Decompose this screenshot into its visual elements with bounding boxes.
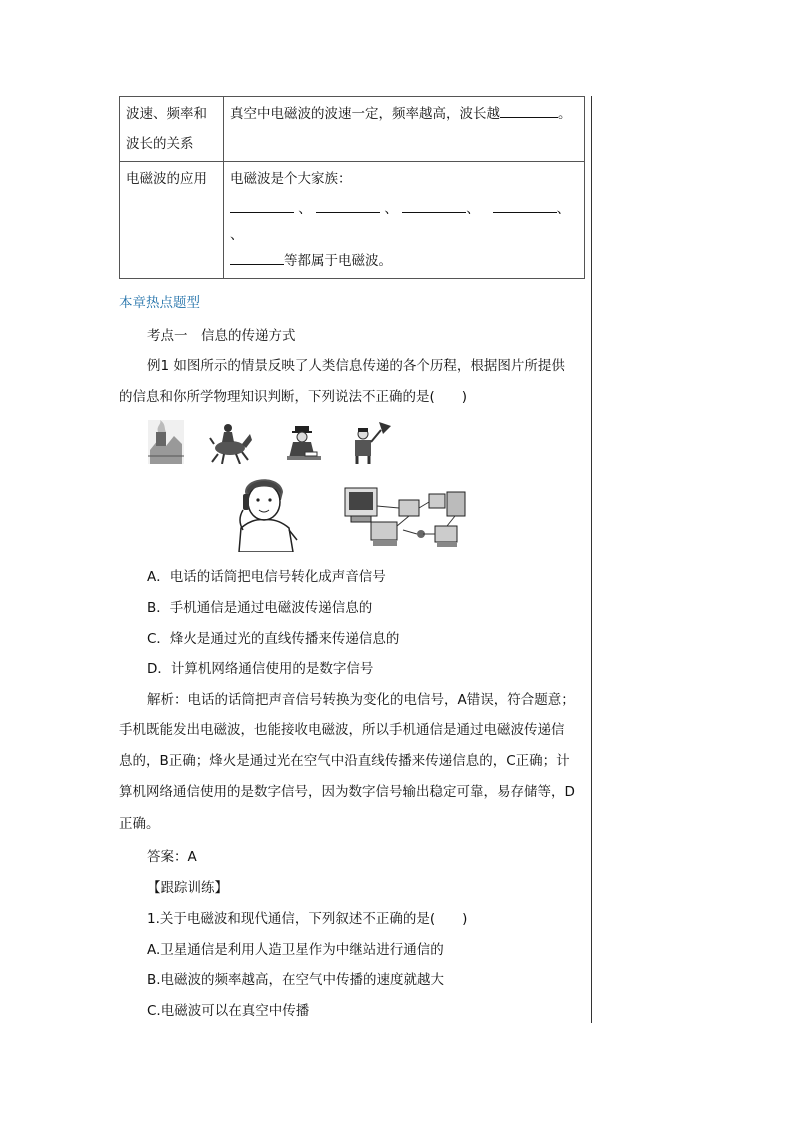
computer-network-icon	[343, 486, 471, 552]
row-text: 真空中电磁波的波速一定，频率越高，波长越	[230, 106, 500, 122]
row-label-application	[120, 162, 224, 279]
separator: 、	[556, 201, 571, 217]
answer-blank	[500, 101, 558, 118]
phone-boy-icon	[231, 474, 299, 552]
option-b: B．手机通信是通过电磁波传递信息的	[147, 600, 373, 616]
row-tail: 等都属于电磁波。	[284, 253, 392, 269]
option-d: D．计算机网络通信使用的是数字信号	[147, 661, 374, 677]
answer-blank	[316, 196, 380, 213]
table-row	[120, 162, 585, 279]
practice-option-a: A.卫星通信是利用人造卫星作为中继站进行通信的	[147, 942, 444, 958]
row-label-line: 波长的关系	[126, 136, 194, 152]
page-margin-line	[591, 96, 592, 1023]
analysis-line: 手机既能发出电磁波，也能接收电磁波，所以手机通信是通过电磁波传递信	[119, 722, 565, 738]
blank-row	[230, 194, 578, 224]
row-label-wave-relation	[120, 97, 224, 162]
example-stem: 例1 如图所示的情景反映了人类信息传递的各个历程，根据图片所提供	[147, 358, 565, 374]
row-label-line: 电磁波的应用	[126, 171, 207, 187]
analysis-line: 息的，B正确；烽火是通过光在空气中沿直线传播来传递信息的，C正确；计	[119, 753, 570, 769]
summary-table	[119, 96, 585, 279]
separator: 、	[384, 201, 398, 217]
table-row	[120, 97, 585, 162]
section-heading: 本章热点题型	[119, 295, 200, 311]
answer-blank	[230, 196, 294, 213]
practice-question: 1.关于电磁波和现代通信，下列叙述不正确的是( )	[147, 911, 468, 927]
horse-rider-icon	[206, 420, 252, 464]
beacon-tower-icon	[148, 420, 184, 464]
analysis-line: 正确。	[119, 816, 160, 832]
semaphore-icon	[349, 420, 391, 464]
practice-option-c: C.电磁波可以在真空中传播	[147, 1003, 310, 1019]
blank-row	[230, 246, 578, 276]
row-content-application	[224, 162, 585, 279]
separator: 、	[298, 201, 312, 217]
analysis-line: 解析：电话的话筒把声音信号转换为变化的电信号，A错误，符合题意；	[147, 692, 575, 708]
practice-option-b: B.电磁波的频率越高，在空气中传播的速度就越大	[147, 972, 445, 988]
row-label-line: 波速、频率和	[126, 106, 207, 122]
practice-title: 【跟踪训练】	[147, 880, 228, 896]
separator: 、	[230, 227, 244, 243]
row-content-wave-relation	[224, 97, 585, 162]
answer-blank	[493, 196, 557, 213]
answer: 答案：A	[147, 849, 197, 865]
separator: 、	[466, 201, 480, 217]
answer-blank	[230, 248, 284, 265]
option-a: A．电话的话筒把电信号转化成声音信号	[147, 569, 386, 585]
option-c: C．烽火是通过光的直线传播来传递信息的	[147, 631, 400, 647]
row-text-end: 。	[558, 106, 572, 122]
example-stem: 的信息和你所学物理知识判断，下列说法不正确的是( )	[119, 389, 468, 405]
row-intro: 电磁波是个大家族：	[230, 171, 352, 187]
topic-title: 考点一 信息的传递方式	[147, 328, 296, 344]
writer-icon	[285, 426, 321, 464]
answer-blank	[402, 196, 466, 213]
analysis-line: 算机网络通信使用的是数字信号，因为数字信号输出稳定可靠，易存储等，D	[119, 784, 575, 800]
